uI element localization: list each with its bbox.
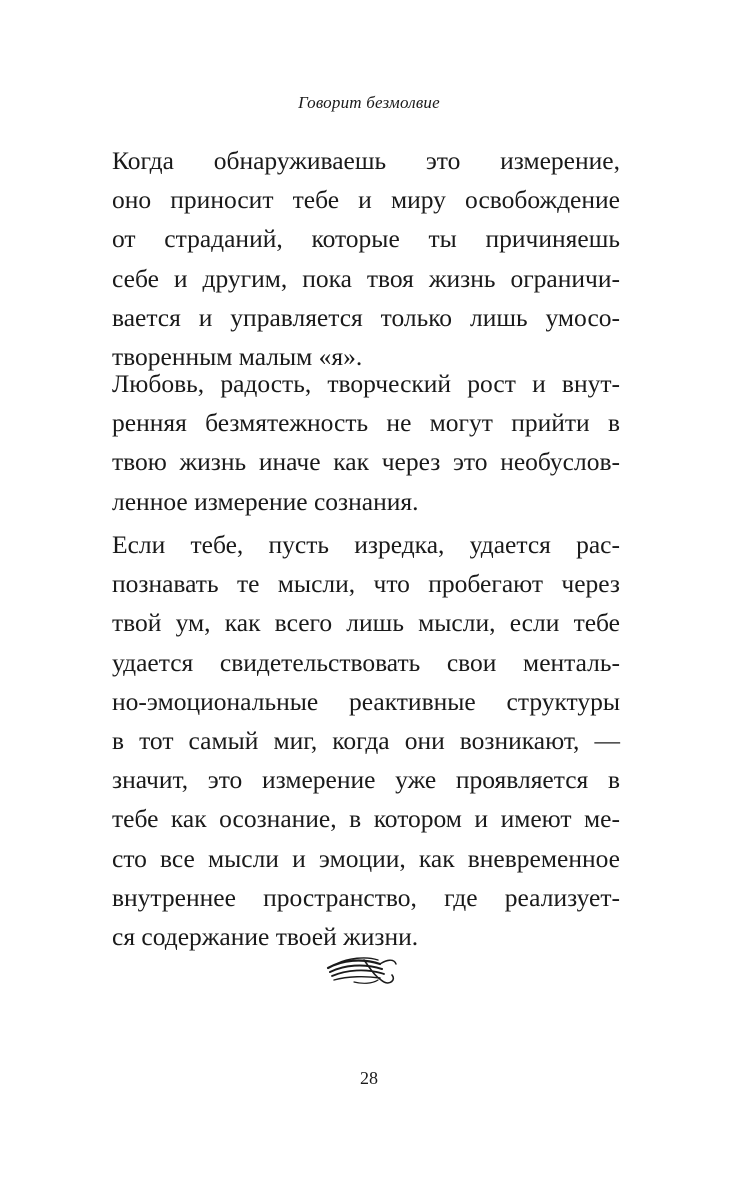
- text-line: сто все мысли и эмоции, как вневременное: [112, 843, 620, 873]
- text-line: Если тебе, пусть изредка, удается рас-: [112, 530, 620, 559]
- text-line: внутреннее пространство, где реализует-: [112, 882, 620, 912]
- text-line: вается и управляется только лишь умосо-: [112, 302, 620, 332]
- paragraph-1: [112, 141, 620, 376]
- text-line: удается свидетельствовать свои менталь-: [112, 647, 620, 677]
- text-line: в тот самый миг, когда они возникают, —: [112, 726, 620, 756]
- running-head: Говорит безмолвие: [298, 93, 440, 112]
- text-line: от страданий, которые ты причиняешь: [112, 224, 620, 254]
- text-line: ся содержание твоей жизни.: [112, 922, 419, 952]
- text-line: познавать те мысли, что пробегают через: [112, 569, 620, 599]
- text-line: ренняя безмятежность не могут прийти в: [112, 408, 620, 438]
- paragraph-2: [112, 364, 620, 521]
- text-line: Когда обнаруживаешь это измерение,: [112, 146, 620, 175]
- text-line: ленное измерение сознания.: [112, 486, 419, 516]
- flourish-ornament-icon: [324, 950, 400, 990]
- text-line: тебе как осознание, в котором и имеют ме-: [112, 804, 620, 834]
- text-line: твою жизнь иначе как через это необуслов-: [112, 447, 620, 477]
- page-number: 28: [360, 1068, 378, 1088]
- text-line: но-эмоциональные реактивные структуры: [112, 686, 620, 716]
- text-line: творенным малым «я».: [112, 342, 363, 372]
- text-line: оно приносит тебе и миру освобождение: [112, 185, 620, 215]
- text-line: значит, это измерение уже проявляется в: [112, 765, 620, 795]
- text-line: твой ум, как всего лишь мысли, если тебе: [112, 608, 620, 638]
- text-line: Любовь, радость, творческий рост и внут-: [112, 369, 620, 398]
- text-line: себе и другим, пока твоя жизнь ограничи-: [112, 263, 620, 293]
- paragraph-3: [112, 525, 620, 956]
